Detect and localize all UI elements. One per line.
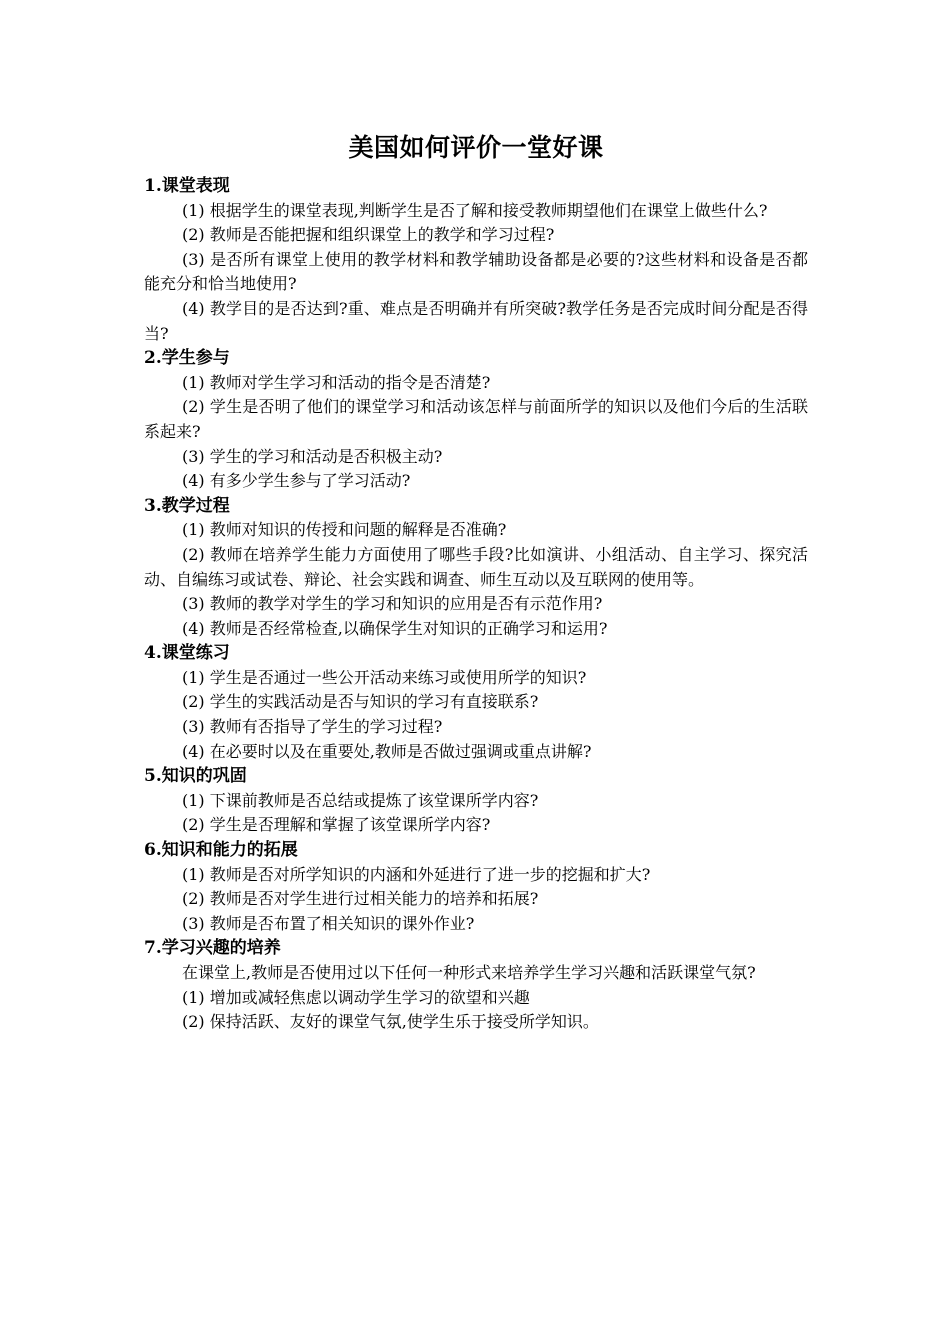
document-body [144,174,808,1035]
section-item: (2) 学生是否明了他们的课堂学习和活动该怎样与前面所学的知识以及他们今后的生活联系起来? [144,397,808,441]
section-heading: 1.课堂表现 [144,176,230,196]
section-item: (3) 教师是否布置了相关知识的课外作业? [182,913,475,933]
section-item: (1) 学生是否通过一些公开活动来练习或使用所学的知识? [182,667,587,687]
section-item: (2) 教师在培养学生能力方面使用了哪些手段?比如演讲、小组活动、自主学习、探究活动、自编练习或试卷、辩论、社会实践和调查、师生互动以及互联网的使用等。 [144,544,808,589]
document-page [144,128,808,1035]
section-heading: 5.知识的巩固 [144,766,247,787]
section-item: (1) 增加或减轻焦虑以调动学生学习的欲望和兴趣 [182,987,530,1007]
section-heading: 7.学习兴趣的培养 [144,938,281,959]
section [144,174,808,346]
section-item: (1) 根据学生的课堂表现,判断学生是否了解和接受教师期望他们在课堂上做些什么? [182,200,768,220]
section-heading: 4.课堂练习 [144,643,230,664]
section-item: 在课堂上,教师是否使用过以下任何一种形式来培养学生学习兴趣和活跃课堂气氛? [182,963,756,982]
section-item: (3) 教师有否指导了学生的学习过程? [182,717,443,737]
section-item: (4) 在必要时以及在重要处,教师是否做过强调或重点讲解? [182,741,592,761]
section-heading: 6.知识和能力的拓展 [144,840,298,861]
section-item: (1) 下课前教师是否总结或提炼了该堂课所学内容? [182,790,539,810]
section-heading: 2.学生参与 [144,348,230,369]
section [144,346,808,494]
section [144,936,808,1034]
document-title: 美国如何评价一堂好课 [348,133,604,162]
section-item: (2) 学生是否理解和掌握了该堂课所学内容? [182,815,491,835]
section-item: (2) 学生的实践活动是否与知识的学习有直接联系? [182,692,539,712]
section [144,494,808,642]
section-item: (1) 教师是否对所学知识的内涵和外延进行了进一步的挖掘和扩大? [182,864,651,884]
section-item: (2) 教师是否对学生进行过相关能力的培养和拓展? [182,889,539,909]
section [144,838,808,936]
section-heading: 3.教学过程 [144,495,230,516]
section [144,641,808,764]
section-item: (2) 保持活跃、友好的课堂气氛,使学生乐于接受所学知识。 [182,1012,599,1032]
section-item: (4) 有多少学生参与了学习活动? [182,471,411,491]
section-item: (3) 教师的教学对学生的学习和知识的应用是否有示范作用? [182,594,603,614]
section [144,764,808,838]
section-item: (4) 教师是否经常检查,以确保学生对知识的正确学习和运用? [182,618,608,638]
section-item: (1) 教师对学生学习和活动的指令是否清楚? [182,372,491,392]
section-item: (2) 教师是否能把握和组织课堂上的教学和学习过程? [182,225,555,245]
section-item: (3) 学生的学习和活动是否积极主动? [182,446,443,466]
section-item: (4) 教学目的是否达到?重、难点是否明确并有所突破?教学任务是否完成时间分配是否得当? [144,298,808,343]
section-item: (1) 教师对知识的传授和问题的解释是否准确? [182,520,507,540]
section-item: (3) 是否所有课堂上使用的教学材料和教学辅助设备都是必要的?这些材料和设备是否都能充分和恰当地使用? [144,249,808,294]
